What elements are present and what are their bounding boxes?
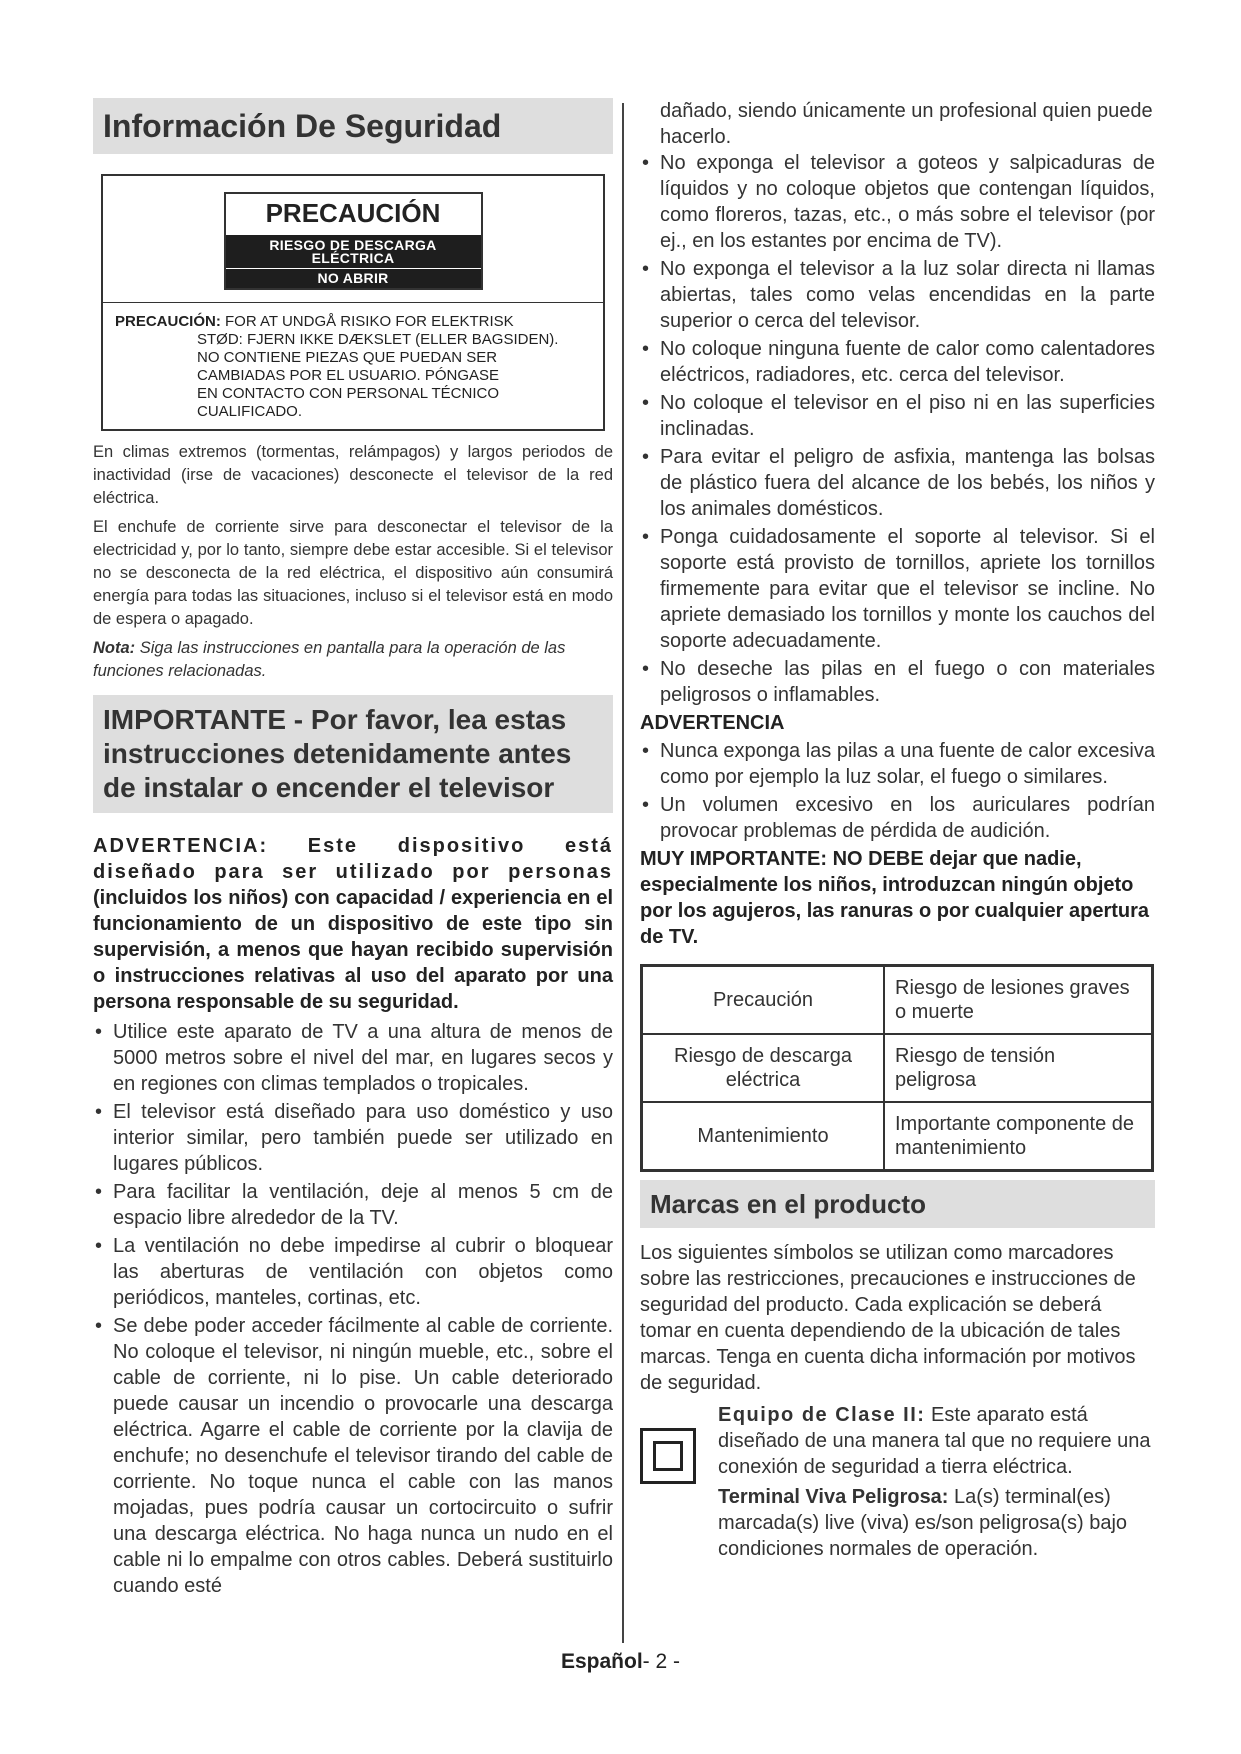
column-divider xyxy=(622,103,624,1643)
class2-text: Este aparato está diseñado de una manera tal que no requiere una conexión de seguridad a tierra eléctrica. xyxy=(718,1404,1151,1478)
warning-lead: ADVERTENCIA: Este dispositivo está diseñado para ser utilizado por personas xyxy=(93,835,613,883)
list-item: • No coloque el televisor en el piso ni en las superficies inclinadas. xyxy=(640,390,1155,442)
class2-section xyxy=(640,1402,1155,1562)
footer-page: - 2 - xyxy=(642,1650,681,1673)
warning-paragraph xyxy=(93,833,613,1015)
table-cell-term: Mantenimiento xyxy=(642,1102,885,1171)
terminal-label: Terminal Viva Peligrosa: xyxy=(718,1486,949,1508)
continuation-text: dañado, siendo únicamente un profesional quien puede hacerlo. xyxy=(660,100,1153,148)
list-item: • Un volumen excesivo en los auriculares podrían provocar problemas de pérdida de audición. xyxy=(640,792,1155,844)
caution-line-1: FOR AT UNDGÅ RISIKO FOR ELEKTRISK xyxy=(225,313,514,330)
caution-line-2: STØD: FJERN IKKE DÆKSLET (ELLER BAGSIDEN). xyxy=(197,331,559,348)
note-label: Nota: xyxy=(93,639,136,657)
markings-table xyxy=(640,964,1154,1172)
table-row xyxy=(642,1102,1153,1171)
list-item: • Para evitar el peligro de asfixia, mantenga las bolsas de plástico fuera del alcance de los bebés, los niños y los animales domésticos. xyxy=(640,444,1155,522)
risk-line-2: ELÉCTRICA xyxy=(311,250,395,266)
list-item: • No coloque ninguna fuente de calor como calentadores eléctricos, radiadores, etc. cerca del televisor. xyxy=(640,336,1155,388)
caution-prefix: PRECAUCIÓN: xyxy=(115,313,221,330)
note-paragraph xyxy=(93,637,613,683)
list-item: • No exponga el televisor a la luz solar directa ni llamas abiertas, tales como velas encendidas en la parte superior o cerca del televisor. xyxy=(640,256,1155,334)
class2-label: Equipo de Clase II: xyxy=(718,1404,926,1426)
list-item: • La ventilación no debe impedirse al cubrir o bloquear las aberturas de ventilación con objetos como periódicos, manteles, cortinas, etc. xyxy=(93,1233,613,1311)
list-item: • Ponga cuidadosamente el soporte al televisor. Si el soporte está provisto de tornillos, apriete los tornillos firmemente para evitar que el televisor se incline. No apriete demasiado los tornillos y monte los cauchos del soporte adecuadamente. xyxy=(640,524,1155,654)
right-bullet-list xyxy=(640,150,1155,708)
marcas-paragraph: Los siguientes símbolos se utilizan como marcadores sobre las restricciones, precauciones e instrucciones de seguridad del producto. Cada explicación se deberá tomar en cuenta dependiendo de la ubicación de tales marcas. Tenga en cuenta dicha información por motivos de seguridad. xyxy=(640,1242,1136,1394)
list-item: • Nunca exponga las pilas a una fuente de calor excesiva como por ejemplo la luz solar, el fuego o similares. xyxy=(640,738,1155,790)
page-title: Información De Seguridad xyxy=(93,98,613,154)
footer-language: Español xyxy=(560,1650,643,1673)
caution-line-5: EN CONTACTO CON PERSONAL TÉCNICO xyxy=(197,385,499,402)
class2-paragraph xyxy=(718,1402,1155,1480)
list-item: • Se debe poder acceder fácilmente al cable de corriente. No coloque el televisor, ni ningún mueble, etc., sobre el cable de corriente, ni lo pise. Un cable deteriorado puede causar un incendio o provocarle una descarga eléctrica. Agarre el cable de corriente por la clavija de enchufe; no desenchufe el televisor tirando del cable de corriente. No toque nunca el cable con las manos mojadas, pues podría causar un cortocircuito o sufrir una descarga eléctrica. No haga nunca un nudo en el cable ni lo empalme con otros cables. Deberá sustituirlo cuando esté xyxy=(93,1313,613,1599)
page-footer xyxy=(0,1650,1241,1674)
list-item: • El televisor está diseñado para uso doméstico y uso interior similar, pero también puede ser utilizado en lugares públicos. xyxy=(93,1099,613,1177)
caution-text xyxy=(115,313,591,421)
table-cell-desc: Riesgo de tensión peligrosa xyxy=(884,1034,1153,1102)
caution-box xyxy=(101,174,605,431)
advertencia-list xyxy=(640,738,1155,844)
right-column xyxy=(640,98,1155,1566)
class-ii-double-square-icon xyxy=(640,1428,696,1484)
table-cell-desc: Importante componente de mantenimiento xyxy=(884,1102,1153,1171)
no-abrir: NO ABRIR xyxy=(226,268,481,285)
caution-label xyxy=(224,192,483,290)
terminal-paragraph xyxy=(718,1484,1155,1562)
list-item: • No deseche las pilas en el fuego o con materiales peligrosos o inflamables. xyxy=(640,656,1155,708)
caution-line-6: CUALIFICADO. xyxy=(197,403,303,420)
list-item: • Para facilitar la ventilación, deje al menos 5 cm de espacio libre alrededor de la TV. xyxy=(93,1179,613,1231)
list-item: • Utilice este aparato de TV a una altura de menos de 5000 metros sobre el nivel del mar, en lugares secos y en regiones con climas templados o tropicales. xyxy=(93,1019,613,1097)
risk-line-1: RIESGO DE DESCARGA xyxy=(269,237,437,253)
shock-risk-label xyxy=(226,235,481,288)
left-bullet-list xyxy=(93,1019,613,1599)
marcas-heading: Marcas en el producto xyxy=(640,1180,1155,1228)
table-cell-term: Precaución xyxy=(642,966,885,1035)
important-heading: IMPORTANTE - Por favor, lea estas instrucciones detenidamente antes de instalar o encender el televisor xyxy=(93,695,613,813)
advertencia-heading: ADVERTENCIA xyxy=(640,712,785,734)
table-cell-desc: Riesgo de lesiones graves o muerte xyxy=(884,966,1153,1035)
table-row xyxy=(642,966,1153,1035)
left-column xyxy=(93,98,613,1601)
warning-rest: (incluidos los niños) con capacidad / experiencia en el funcionamiento de un dispositivo de este tipo sin supervisión, a menos que hayan recibido supervisión o instrucciones relativas al uso del aparato por una persona responsable de su seguridad. xyxy=(93,887,613,1013)
caution-title: PRECAUCIÓN xyxy=(265,198,441,228)
muy-importante: MUY IMPORTANTE: NO DEBE dejar que nadie, especialmente los niños, introduzcan ningún objeto por los agujeros, las ranuras o por cualquier apertura de TV. xyxy=(640,848,1150,948)
terminal-text: La(s) terminal(es) marcada(s) live (viva) es/son peligrosa(s) bajo condiciones normales de operación. xyxy=(718,1486,1128,1560)
table-cell-term: Riesgo de descarga eléctrica xyxy=(642,1034,885,1102)
caution-rule xyxy=(103,302,603,303)
plug-paragraph: El enchufe de corriente sirve para desconectar el televisor de la electricidad y, por lo tanto, siempre debe estar accesible. Si el televisor no se desconecta de la red eléctrica, el dispositivo aún consumirá energía para todas las situaciones, incluso si el televisor está en modo de espera o apagado. xyxy=(93,518,613,628)
note-text: Siga las instrucciones en pantalla para la operación de las funciones relacionadas. xyxy=(93,639,566,680)
caution-line-3: NO CONTIENE PIEZAS QUE PUEDAN SER xyxy=(197,349,498,366)
table-row xyxy=(642,1034,1153,1102)
climate-paragraph: En climas extremos (tormentas, relámpagos) y largos periodos de inactividad (irse de vacaciones) desconecte el televisor de la red eléctrica. xyxy=(93,443,613,507)
caution-line-4: CAMBIADAS POR EL USUARIO. PÓNGASE xyxy=(197,367,500,384)
list-item: • No exponga el televisor a goteos y salpicaduras de líquidos y no coloque objetos que contengan líquidos, como floreros, tazas, etc., o más sobre el televisor (por ej., en los estantes por encima de TV). xyxy=(640,150,1155,254)
